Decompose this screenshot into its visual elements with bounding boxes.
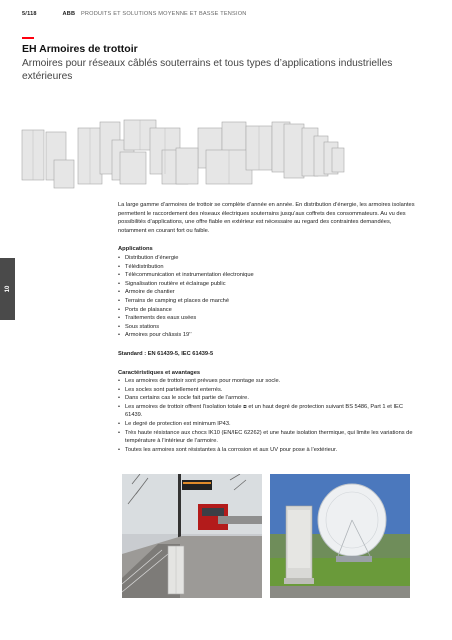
list-item: • Télécommunication et instrumentation électronique (118, 271, 418, 280)
list-item: • Dans certains cas le socle fait partie de l’armoire. (118, 394, 418, 403)
features-list (118, 377, 418, 454)
applications-heading: Applications (118, 246, 153, 253)
list-item: • Les armoires de trottoir sont prévues pour montage sur socle. (118, 377, 418, 386)
cabinets-image (20, 112, 350, 192)
list-item: • Très haute résistance aux chocs IK10 (EN/IEC 62262) et une haute isolation thermique, qui limite les variations de température à l’intérieur de l’armoire. (118, 429, 418, 446)
main-content (118, 201, 418, 464)
list-item: • Les socles sont partiellement enterrés. (118, 386, 418, 395)
list-item: • Télédistribution (118, 263, 418, 272)
list-item: • Signalisation routière et éclairage public (118, 280, 418, 289)
list-item: • Les armoires de trottoir offrent l’isolation totale ⧈ et un haut degré de protection suivant BS 5486, Part 1 et IEC 61439. (118, 403, 418, 420)
header-subtitle: PRODUITS ET SOLUTIONS MOYENNE ET BASSE TENSION (80, 11, 247, 17)
list-item: • Terrains de camping et places de marché (118, 297, 418, 306)
page-number: 5/118 (22, 11, 37, 17)
page-subtitle: Armoires pour réseaux câblés souterrains et tous types d’applications industrielles extérieures (22, 58, 393, 83)
page-header (22, 11, 247, 17)
list-item: • Armoires pour châssis 19’’ (118, 331, 418, 340)
applications-list (118, 254, 418, 340)
list-item: • Toutes les armoires sont résistantes à la corrosion et aux UV pour pose à l’extérieur. (118, 446, 418, 455)
list-item: • Le degré de protection est minimum IP43. (118, 420, 418, 429)
list-item: • Traitements des eaux usées (118, 314, 418, 323)
chapter-tab (0, 258, 15, 320)
page-title: EH Armoires de trottoir (22, 43, 138, 55)
list-item: • Ports de plaisance (118, 306, 418, 315)
accent-bar (22, 37, 34, 39)
tram-station-photo (122, 474, 262, 598)
standard-text: Standard : EN 61439-5, IEC 61439-5 (118, 350, 214, 357)
intro-paragraph: La large gamme d’armoires de trottoir se complète d’année en année. En distribution d’énergie, les armoires isolantes permettent le raccordement des réseaux électriques souterrains jusqu’aux coffrets des consommateurs. Au vu des possibilités d’applications, une offre fiable en extérieur est nécessaire au regard des contraintes demandées, notamment en courant fort ou faible. (118, 202, 415, 234)
brand-name: ABB (62, 11, 76, 17)
list-item: • Distribution d’énergie (118, 254, 418, 263)
chapter-number: 10 (4, 285, 11, 293)
list-item: • Armoire de chantier (118, 288, 418, 297)
list-item: • Sous stations (118, 323, 418, 332)
satellite-dish-photo (270, 474, 410, 598)
features-heading: Caractéristiques et avantages (118, 369, 201, 376)
